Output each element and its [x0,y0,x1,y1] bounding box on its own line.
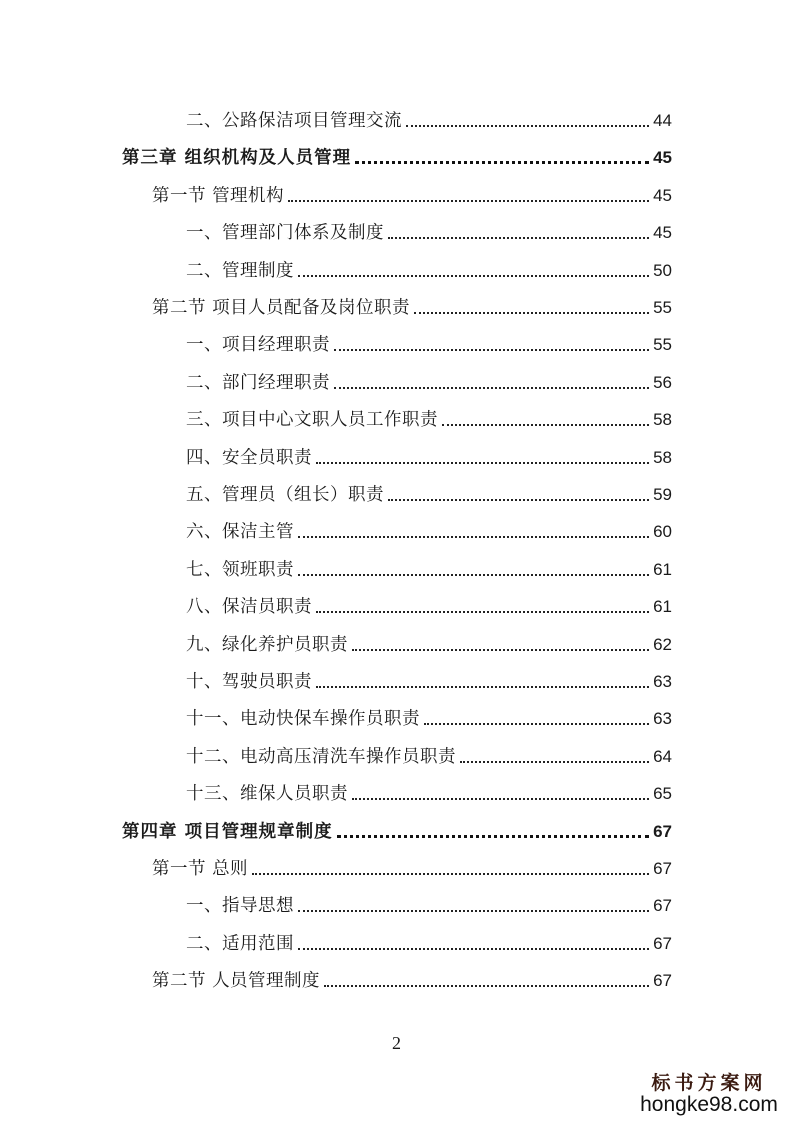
toc-entry-page: 44 [653,111,672,130]
toc-leader-dots [442,423,649,426]
toc-entry-page: 55 [653,335,672,354]
toc-entry-label: 十一、电动快保车操作员职责 [186,709,420,729]
toc-entry-label: 二、适用范围 [186,934,294,954]
toc-leader-dots [337,834,649,838]
watermark-title: 标书方案网 [651,1072,767,1094]
toc-entry-label: 八、保洁员职责 [186,597,312,617]
toc-entry-page: 65 [653,784,672,803]
toc-entry-item[interactable] [186,742,672,768]
toc-entry-label: 第四章 项目管理规章制度 [122,822,333,842]
toc-entry-item[interactable] [186,106,672,132]
toc-leader-dots [298,535,649,538]
toc-entry-page: 59 [653,485,672,504]
toc-entry-page: 63 [653,672,672,691]
toc-leader-dots [298,274,649,277]
toc-entry-page: 62 [653,635,672,654]
toc-entry-label: 第一节 总则 [152,859,249,879]
toc-entry-page: 55 [653,298,672,317]
toc-entry-label: 一、管理部门体系及制度 [186,223,384,243]
toc-entry-page: 56 [653,373,672,392]
toc-entry-label: 七、领班职责 [186,560,294,580]
toc-entry-label: 二、部门经理职责 [186,373,330,393]
toc-entry-page: 45 [653,186,672,205]
toc-entry-item[interactable] [186,667,672,693]
watermark-url: hongke98.com [640,1093,778,1116]
toc-entry-item[interactable] [186,517,672,543]
toc-entry-page: 50 [653,261,672,280]
toc-entry-item[interactable] [186,218,672,244]
toc-entry-item[interactable] [186,256,672,282]
toc-entry-item[interactable] [186,480,672,506]
toc-leader-dots [388,498,649,501]
toc-entry-label: 十三、维保人员职责 [186,784,348,804]
toc-entry-page: 61 [653,597,672,616]
toc-entry-page: 58 [653,448,672,467]
toc-entry-item[interactable] [186,555,672,581]
toc-entry-item[interactable] [186,704,672,730]
toc-entry-section[interactable] [152,181,672,207]
toc-leader-dots [316,685,649,688]
toc-leader-dots [316,610,649,613]
toc-entry-item[interactable] [186,368,672,394]
toc-leader-dots [352,797,649,800]
toc-entry-section[interactable] [152,966,672,992]
toc-entry-item[interactable] [186,405,672,431]
toc-entry-page: 45 [653,223,672,242]
page-number: 2 [392,1033,401,1053]
toc-leader-dots [355,160,649,164]
toc-leader-dots [334,386,649,389]
toc-entry-label: 五、管理员（组长）职责 [186,485,384,505]
toc-entry-label: 六、保洁主管 [186,522,294,542]
toc-leader-dots [352,648,649,651]
toc-entry-page: 67 [653,896,672,915]
toc-entry-label: 四、安全员职责 [186,448,312,468]
toc-entry-page: 45 [653,148,672,167]
toc-leader-dots [324,984,649,987]
toc-entry-label: 十、驾驶员职责 [186,672,312,692]
toc-leader-dots [424,722,649,725]
toc-leader-dots [298,909,649,912]
toc-leader-dots [406,124,649,127]
toc-entry-label: 三、项目中心文职人员工作职责 [186,410,438,430]
toc-entry-item[interactable] [186,891,672,917]
toc-leader-dots [334,348,649,351]
toc-entry-item[interactable] [186,330,672,356]
toc-leader-dots [414,311,649,314]
toc-entry-page: 60 [653,522,672,541]
toc-entry-label: 第二节 人员管理制度 [152,971,321,991]
toc-entry-label: 二、公路保洁项目管理交流 [186,111,402,131]
toc-leader-dots [460,760,649,763]
toc-entry-section[interactable] [152,293,672,319]
toc-entry-page: 63 [653,709,672,728]
toc-leader-dots [316,461,649,464]
toc-entry-label: 一、项目经理职责 [186,335,330,355]
toc-entry-page: 67 [653,971,672,990]
toc-leader-dots [388,236,649,239]
toc-entry-item[interactable] [186,779,672,805]
toc-entry-page: 67 [653,934,672,953]
toc-entry-item[interactable] [186,630,672,656]
toc-entry-label: 九、绿化养护员职责 [186,635,348,655]
toc-entry-label: 第一节 管理机构 [152,186,285,206]
toc-entry-chapter[interactable] [122,817,672,843]
toc-entry-page: 58 [653,410,672,429]
toc-leader-dots [298,947,649,950]
toc-entry-item[interactable] [186,929,672,955]
toc-entry-section[interactable] [152,854,672,880]
toc-leader-dots [288,199,649,202]
toc-leader-dots [298,573,649,576]
toc-entry-label: 第三章 组织机构及人员管理 [122,148,352,168]
toc-entry-chapter[interactable] [122,143,672,169]
toc-leader-dots [252,872,649,875]
toc-entry-page: 61 [653,560,672,579]
toc-entry-label: 十二、电动高压清洗车操作员职责 [186,747,456,767]
toc-entry-item[interactable] [186,443,672,469]
toc-entry-item[interactable] [186,592,672,618]
toc-entry-page: 67 [653,859,672,878]
toc-entry-label: 第二节 项目人员配备及岗位职责 [152,298,411,318]
toc-entry-page: 64 [653,747,672,766]
watermark [639,1068,779,1117]
toc-entry-page: 67 [653,822,672,841]
toc-entry-label: 一、指导思想 [186,896,294,916]
toc-entry-label: 二、管理制度 [186,261,294,281]
